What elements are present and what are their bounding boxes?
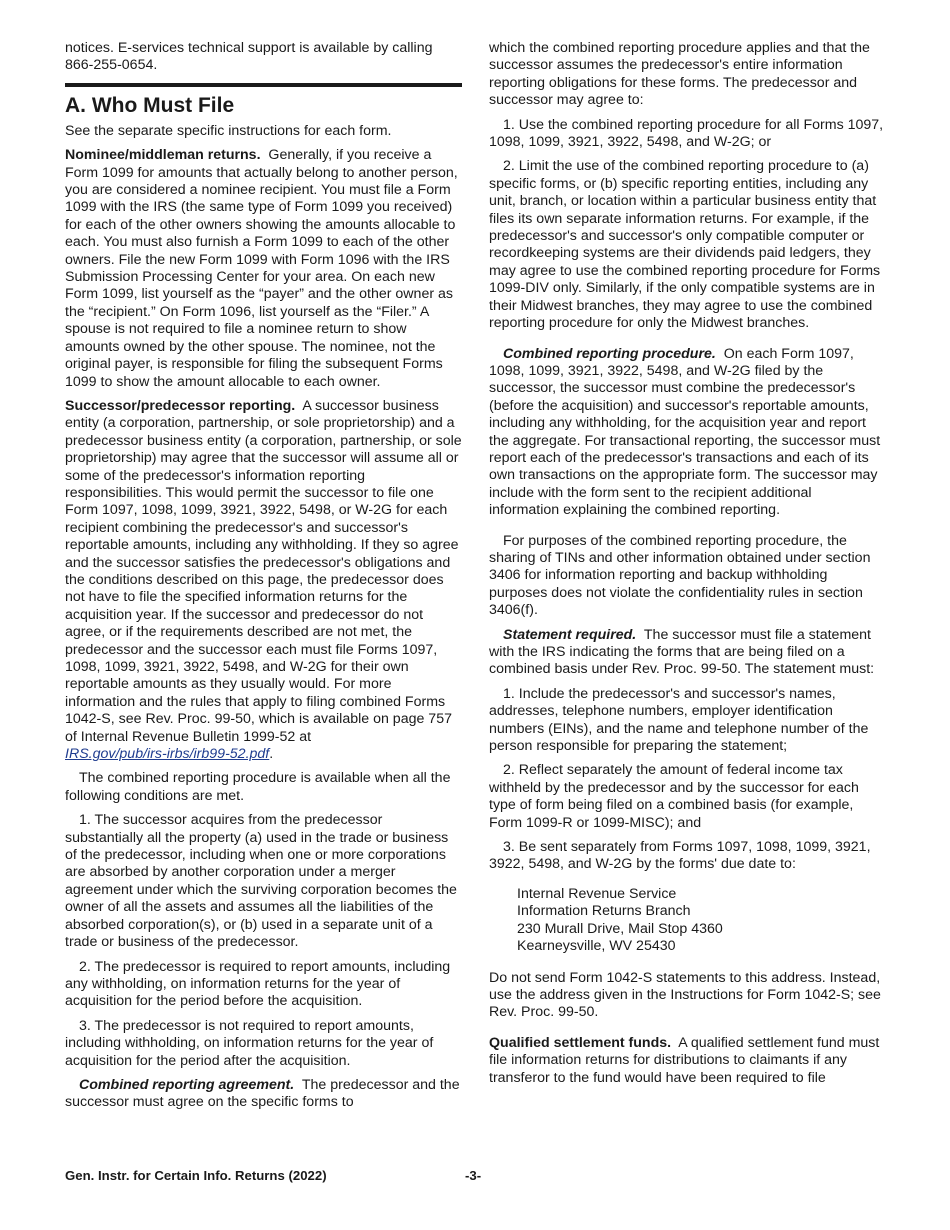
successor-run-in-heading: Successor/predecessor reporting. xyxy=(65,397,296,414)
nominee-text: Generally, if you receive a Form 1099 for amounts that actually belong to another person, you are considered a nominee recipient. You must file a Form 1099 with the IRS (the same type of Form 1099 you received) for each of the other owners showing the amounts allocable to each. You must also furnish a Form 1099 to each of the other owners. File the new Form 1099 with Form 1096 with the IRS Submission Processing Center for your area. On each new Form 1099, list yourself as the “payer” and the other owner as the “recipient.” On Form 1096, list yourself as the “Filer.” A spouse is not required to file a nominee return to show amounts owned by the other spouse. The nominee, not the original payer, is responsible for filing the subsequent Forms 1099 to show the amount allocable to each owner. xyxy=(65,147,458,390)
procedure-text: On each Form 1097, 1098, 1099, 3921, 3922, 5498, and W-2G filed by the successor, the successor must combine the predecessor's (before the acquisition) and successor's reportable amounts, including any withholding, for the acquisition year and report the aggregate. For transactional reporting, the successor must report each of the predecessor's transactions and each of its own transactions on the appropriate form. The successor may include with the form sent to the recipient additional information explaining the combined reporting. xyxy=(489,345,881,519)
agreement-paragraph xyxy=(65,1077,462,1112)
condition-1: 1. The successor acquires from the predecessor substantially all the property (a) used in the trade or business of the predecessor, including when one or more corporations are absorbed by another corporation under a merger agreement under which the surviving corporation becomes the owner of all the assets and assumes all the liabilities of the absorbed corporation(s), or (b) used in a separate unit of a trade or business of the predecessor. xyxy=(65,812,457,951)
irb-link[interactable]: IRS.gov/pub/irs-irbs/irb99-52.pdf xyxy=(65,746,270,763)
page-number: -3- xyxy=(465,1168,482,1183)
address-line: Information Returns Branch xyxy=(517,903,691,920)
statement-text: The successor must file a statement with the IRS indicating the forms that are being filed on a combined basis under Rev. Proc. 99-50. The statement must: xyxy=(489,626,875,678)
footer-title: Gen. Instr. for Certain Info. Returns (2022) xyxy=(65,1168,327,1183)
statement-paragraph xyxy=(489,627,884,679)
address-line: 230 Murall Drive, Mail Stop 4360 xyxy=(517,920,723,937)
do-not-send-paragraph: Do not send Form 1042-S statements to this address. Instead, use the address given in the Instructions for Form 1042-S; see Rev. Proc. 99-50. xyxy=(489,969,881,1021)
left-column xyxy=(65,40,462,1112)
successor-text: A successor business entity (a corporation, partnership, or sole proprietorship) and a predecessor business entity (a corporation, partnership, or sole proprietorship) may agree that the successor will assume all or some of the predecessor's information reporting responsibilities. This would permit the successor to file one Form 1097, 1098, 1099, 3921, 3922, 5498, or W-2G for each recipient combining the predecessor's and successor's reportable amounts, including any withholding. If they so agree and the successor satisfies the predecessor's obligations and the conditions described on this page, the predecessor does not have to file the specified information returns for the acquisition year. If the successor and predecessor do not agree, or if the requirements described are not met, the predecessor and the successor each must file Forms 1097, 1098, 1099, 3921, 3922, 5498, and W-2G for their own reportable amounts as they usually would. For more information and the rules that apply to filing combined Forms 1042-S, see Rev. Proc. 99-50, which is available on page 757 of Internal Revenue Bulletin 1999-52 at xyxy=(65,397,462,745)
intro-paragraph: notices. E-services technical support is available by calling 866-255-0654. xyxy=(65,40,433,74)
qsf-run-in-heading: Qualified settlement funds. xyxy=(489,1034,672,1051)
agree-option-1: 1. Use the combined reporting procedure for all Forms 1097, 1098, 1099, 3921, 3922, 5498, and W-2G; or xyxy=(489,116,884,151)
successor-paragraph: Successor/predecessor reporting. A successor business entity (a corporation, partnership, or sole proprietorship) and a predecessor business entity (a corporation, partnership, or sole proprietorship) may agree that the successor will assume all or some of the predecessor's information reporting responsibilities. This would permit the successor to file one Form 1097, 1098, 1099, 3921, 3922, 5498, or W-2G for each recipient combining the predecessor's and successor's reportable amounts, including any withholding. If they so agree and the successor satisfies the predecessor's obligations and the conditions described on this page, the predecessor does not have to file the specified information returns for the acquisition year. If the successor and predecessor do not agree, or if the requirements described are not met, the predecessor and the successor each must file Forms 1097, 1098, 1099, 3921, 3922, 5498, and W-2G for their own reportable amounts as they usually would. For more information and the rules that apply to filing combined Forms 1042-S, see Rev. Proc. 99-50, which is available on page 757 of Internal Revenue Bulletin 1999-52 at IRS.gov/pub/irs-irbs/irb99-52.pdf. xyxy=(65,397,462,763)
continued-paragraph: which the combined reporting procedure applies and that the successor assumes the predecessor's entire information reporting obligations for these forms. The predecessor and successor may agree to: xyxy=(489,40,870,109)
qsf-text: A qualified settlement fund must file information returns for distributions to claimants if any transferor to the fund would have been required to file xyxy=(489,1034,880,1086)
statement-run-in-heading: Statement required. xyxy=(503,626,637,643)
procedure-paragraph xyxy=(489,346,884,520)
section-rule xyxy=(65,83,462,87)
statement-item-1: 1. Include the predecessor's and successor's names, addresses, telephone numbers, employer identification numbers (EINs), and the name and telephone number of the person responsible for preparing the statement; xyxy=(489,685,869,755)
qsf-paragraph xyxy=(489,1035,884,1087)
agreement-text: The predecessor and the successor must agree on the specific forms to xyxy=(65,1076,460,1111)
procedure-run-in-heading: Combined reporting procedure. xyxy=(503,345,716,362)
see-instructions-paragraph: See the separate specific instructions for each form. xyxy=(65,122,392,139)
right-column xyxy=(489,40,884,1087)
purposes-paragraph: For purposes of the combined reporting procedure, the sharing of TINs and other information obtained under section 3406 for information reporting and backup withholding purposes does not violate the confidentiality rules in section 3406(f). xyxy=(489,532,871,619)
condition-2: 2. The predecessor is required to report amounts, including any withholding, on information returns for the year of acquisition for the period before the acquisition. xyxy=(65,958,451,1010)
agree-option-2: 2. Limit the use of the combined reporting procedure to (a) specific forms, or (b) specific reporting entities, including any unit, branch, or location within a particular business entity that files its own separate information returns. For example, if the predecessor's and successor's only compatible computer or recordkeeping systems are their dividends paid ledgers, they may agree to use the combined reporting procedure for Forms 1099-DIV only. Similarly, if the only compatible systems are in their Midwest branches, they may agree to use the combined reporting procedure for only the Midwest branches. xyxy=(489,158,881,332)
section-heading: A. Who Must File xyxy=(65,93,235,117)
address-line: Internal Revenue Service xyxy=(517,885,677,902)
address-line: Kearneysville, WV 25430 xyxy=(517,938,676,955)
statement-item-3: 3. Be sent separately from Forms 1097, 1098, 1099, 3921, 3922, 5498, and W-2G by the forms' due date to: xyxy=(489,839,871,873)
combined-available-paragraph: The combined reporting procedure is available when all the following conditions are met. xyxy=(65,770,451,804)
mailing-address xyxy=(517,886,884,956)
agreement-run-in-heading: Combined reporting agreement. xyxy=(79,1076,295,1093)
nominee-paragraph xyxy=(65,147,462,391)
nominee-run-in-heading: Nominee/middleman returns. xyxy=(65,147,261,164)
statement-item-2: 2. Reflect separately the amount of federal income tax withheld by the predecessor and by the successor for each type of form being filed on a combined basis (for example, Form 1099-R or 1099-MISC); and xyxy=(489,762,859,831)
condition-3: 3. The predecessor is not required to report amounts, including withholding, on information returns for the year of acquisition for the period after the acquisition. xyxy=(65,1017,434,1069)
